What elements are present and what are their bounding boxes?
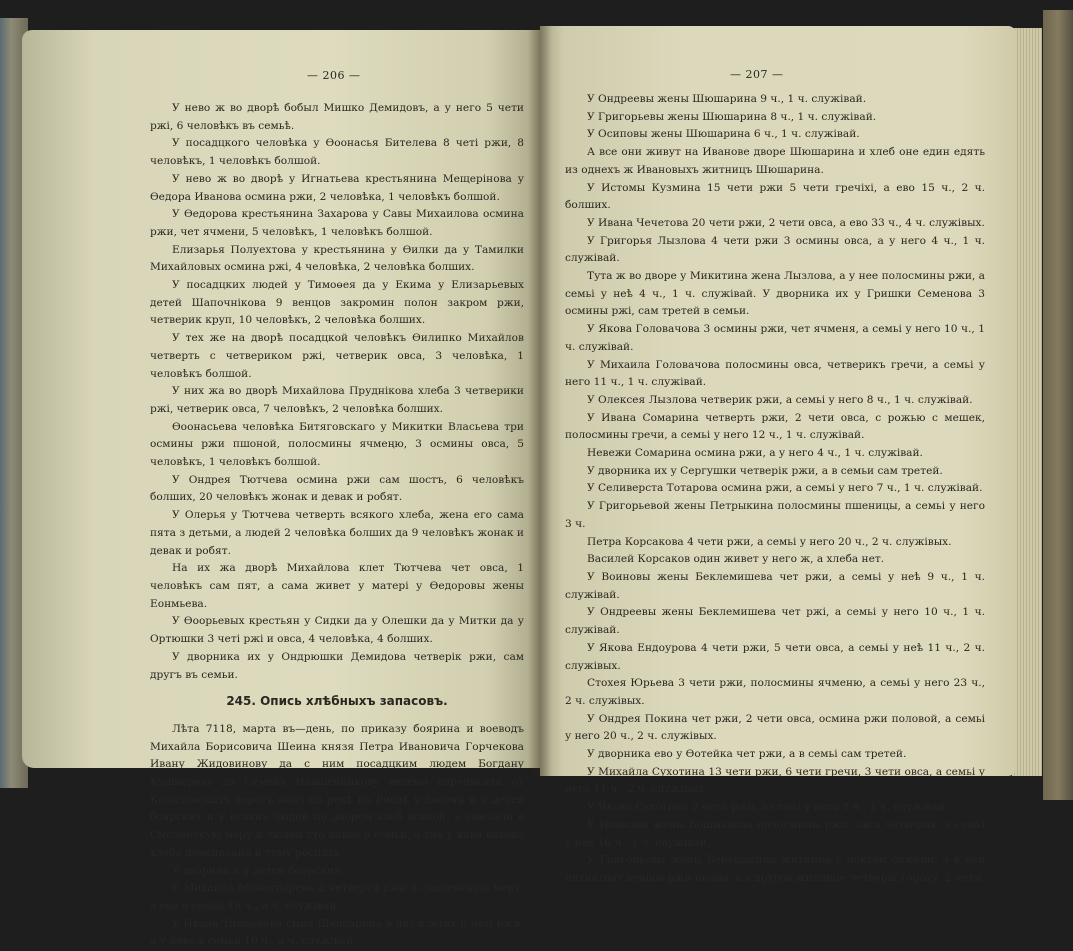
paragraph: Лѣта 7118, марта въ—день, по приказу боярина и воеводъ Михайла Борисовича Шеина князя Петра Ивановича Горчекова Ивану Жидовинову да с ним посадцким людем Богдану Кушнереву да Семену Ивашенникову велено переписати от Копытовскихъ воротъ вниз по рекѣ по Рисиѣ у дворян и у детей боярских и у всяких людей по двором хлеб всякой, а смечали в Смоленскую меру и людей хто каков в семьи, а где у каво какова хлеба переписано и тому роспись: [150, 722, 524, 859]
paragraph: У Ивана Чечетова 20 чети ржи, 2 чети овса, а ево 33 ч., 4 ч. служівых.: [587, 216, 985, 229]
paragraph: У посадцких людей у Тимоөея да у Екима у Елизарьевых детей Шапочнікова 9 венцов закромин полон закром ржи, четверик круп, 10 человѣкъ, 2 человѣка болших.: [150, 279, 524, 327]
paragraph: У Ивана Сомарина четверть ржи, 2 чети овса, с рожью с мешек, полосмины гречи, а семьі у него 12 ч., 1 ч. служівай.: [565, 411, 985, 442]
paragraph: Петра Корсакова 4 чети ржи, а семьі у него 20 ч., 2 ч. служівых.: [587, 535, 952, 548]
book-cover-right: [1043, 10, 1073, 800]
paragraph: У Григорьевы жены Верещагина житница с локтем сажени, а в ней пятнатцат венцов ржи полна, а в другой житнице четверік гороху, 2 чети: [565, 854, 985, 884]
left-page-body: [150, 100, 524, 951]
paragraph: Елизарья Полуехтова у крестьянина у Өилки да у Тамилки Михайловых осмина ржі, 4 человѣка, 2 человѣка болших.: [150, 243, 524, 274]
paragraph: У Воиновы жены Беклемишева чет ржи, а семьі у неѣ 9 ч., 1 ч. служівай.: [565, 570, 985, 601]
paragraph: У Михайла Монастырева 2 четверти ржи в смоленскую меру, а ево в семьи 16 ч., а ч. служівай.: [150, 882, 524, 912]
paragraph: У Ивана Тимоөеева сына Шюшарина в дву клетех 6 четі ржи, а у нево в семьи 10 ч., а ч. служівай.: [150, 917, 524, 948]
paragraph: У Селиверста Тотарова осмина ржи, а семьі у него 7 ч., 1 ч. служівай.: [587, 482, 983, 495]
paragraph: У Өедорова крестьянина Захарова у Савы Михаилова осмина ржи, чет ячмени, 5 человѣкъ, 1 человѣкъ болшой.: [150, 208, 524, 238]
paragraph: У Ондреевы жены Шюшарина 9 ч., 1 ч. служівай.: [587, 93, 867, 105]
paragraph: У Якова Головачова 3 осмины ржи, чет ячменя, а семьі у него 10 ч., 1 ч. служівай.: [565, 323, 985, 353]
paragraph: У дворника их у Ондрюшки Демидова четверік ржи, сам другъ въ семьи.: [150, 650, 524, 681]
paragraph: У Ондреевы жены Беклемишева чет ржі, а семьі у него 10 ч., 1 ч. служівай.: [565, 606, 985, 637]
paragraph: У Михаила Головачова полосмины овса, четверикъ гречи, а семьі у него 11 ч., 1 ч. служівай.: [565, 358, 985, 389]
paragraph: У посадцкого человѣка у Өоонасья Бителева 8 четі ржи, 8 человѣкъ, 1 человѣкъ болшой.: [150, 137, 524, 168]
paragraph: У Григорьевы жены Шюшарина 8 ч., 1 ч. служівай.: [587, 110, 877, 123]
paragraph: У Григорья Лызлова 4 чети ржи 3 осмины овса, а у него 4 ч., 1 ч. служівай.: [565, 234, 985, 265]
paragraph: У Ондрея Покина чет ржи, 2 чети овса, осмина ржи половой, а семьі у него 20 ч., 2 ч. служівых.: [565, 712, 985, 743]
paragraph: У тех же на дворѣ посадцкой человѣкъ Өилипко Михайлов четверть с четвериком ржі, четверик овса, 3 человѣка, 1 человѣкъ болшой.: [150, 332, 524, 380]
paragraph: У дворника их у Сергушки четверік ржи, а в семьи сам третей.: [587, 464, 943, 477]
paragraph: У нево ж во дворѣ у Игнатьева крестьянина Мещерінова у Өедора Иванова осмина ржи, 2 человѣка, 1 человѣкъ болшой.: [150, 172, 524, 203]
paragraph: У Ивановы жены Бошмакова полосмины ржи, овса четверик, а семьі у нее 16 ч., 1 ч. служівай.: [565, 818, 985, 849]
paragraph: На их жа дворѣ Михайлова клет Тютчева чет овса, 1 человѣкъ сам пят, а сама живет у матері у Өедоровы жены Еонмьева.: [150, 562, 524, 610]
section-heading: 245. Опись хлѣбныхъ запасовъ.: [226, 694, 448, 709]
book-gutter: [528, 26, 552, 776]
paragraph: Тута ж во дворе у Микитина жена Лызлова, а у нее полосмины ржи, а семьі у неѣ 4 ч., 1 ч. служівай. У дворника их у Гришки Семенова 3 осмины ржі, сам третей в семьи.: [565, 270, 985, 318]
paragraph: У Өоорьевых крестьян у Сидки да у Олешки да у Митки да у Ортюшки 3 четі ржі и овса, 4 человѣка, 4 болших.: [150, 615, 524, 646]
paragraph: У Якова Ендоурова 4 чети ржи, 5 чети овса, а семьі у неѣ 11 ч., 2 ч. служівых.: [565, 641, 985, 672]
paragraph: У Якова Сухотина 2 чети ржи, а семьі у него 8 ч., 1 ч. служівай.: [587, 801, 949, 814]
paragraph: У Григорьевой жены Петрыкина полосмины пшеницы, а семьі у него 3 ч.: [565, 500, 985, 530]
paragraph: У Истомы Кузмина 15 чети ржи 5 чети гречіхі, а ево 15 ч., 2 ч. болших.: [565, 181, 985, 212]
paragraph: У Олексея Лызлова четверик ржи, а семьі у него 8 ч., 1 ч. служівай.: [587, 393, 973, 406]
paragraph: У Осиповы жены Шюшарина 6 ч., 1 ч. служівай.: [587, 128, 860, 141]
paragraph: Василей Корсаков один живет у него ж, а хлеба нет.: [587, 553, 885, 566]
paragraph: У нево ж во дворѣ бобыл Мишко Демидовъ, а у него 5 чети ржі, 6 человѣкъ въ семьѣ.: [150, 102, 524, 132]
page-number: — 206 —: [307, 69, 361, 82]
paragraph: У Михайла Сухотина 13 чети ржи, 6 чети гречи, 3 чети овса, а семьі у него 11 ч., 2 ч. служівых.: [565, 765, 985, 796]
page-number: — 207 —: [730, 68, 784, 81]
paragraph: У дворника ево у Өотейка чет ржи, а в семьі сам третей.: [587, 748, 907, 761]
paragraph: Стохея Юрьева 3 чети ржи, полосмины ячменю, а семьі у него 23 ч., 2 ч. служівых.: [565, 677, 985, 707]
right-page: [540, 26, 1016, 884]
paragraph: У Олерья у Тютчева четверть всякого хлеба, жена его сама пята з детьми, а людей 2 человѣка болших да 9 человѣкъ жонак и девак и робят.: [150, 509, 524, 557]
paragraph: А все они живут на Ивановe дворе Шюшарина и хлеб оне един едять из однехъ ж Ивановыхъ житницъ Шюшарина.: [565, 146, 985, 176]
paragraph: Невежи Сомарина осмина ржи, а у него 4 ч., 1 ч. служівай.: [587, 447, 923, 460]
paragraph: У двориян и у детей боярских:: [172, 864, 344, 877]
left-page: [22, 30, 540, 948]
paragraph: У Ондрея Тютчева осмина ржи сам шостъ, 6 человѣкъ болших, 20 человѣкъ жонак и девак и робят.: [150, 473, 524, 504]
page-edges: [1012, 28, 1042, 776]
paragraph: У них жа во дворѣ Михайлова Пруднікова хлеба 3 четверики ржі, четверик овса, 7 человѣкъ, 2 человѣка болших.: [150, 385, 524, 415]
paragraph: Өоонасьева человѣка Битяговскаго у Микитки Власьева три осмины ржи пшоной, полосмины ячмеңю, 3 осмины овса, 5 человѣкъ, 1 человѣкъ болшой.: [150, 420, 524, 469]
right-page-body: [565, 91, 985, 888]
